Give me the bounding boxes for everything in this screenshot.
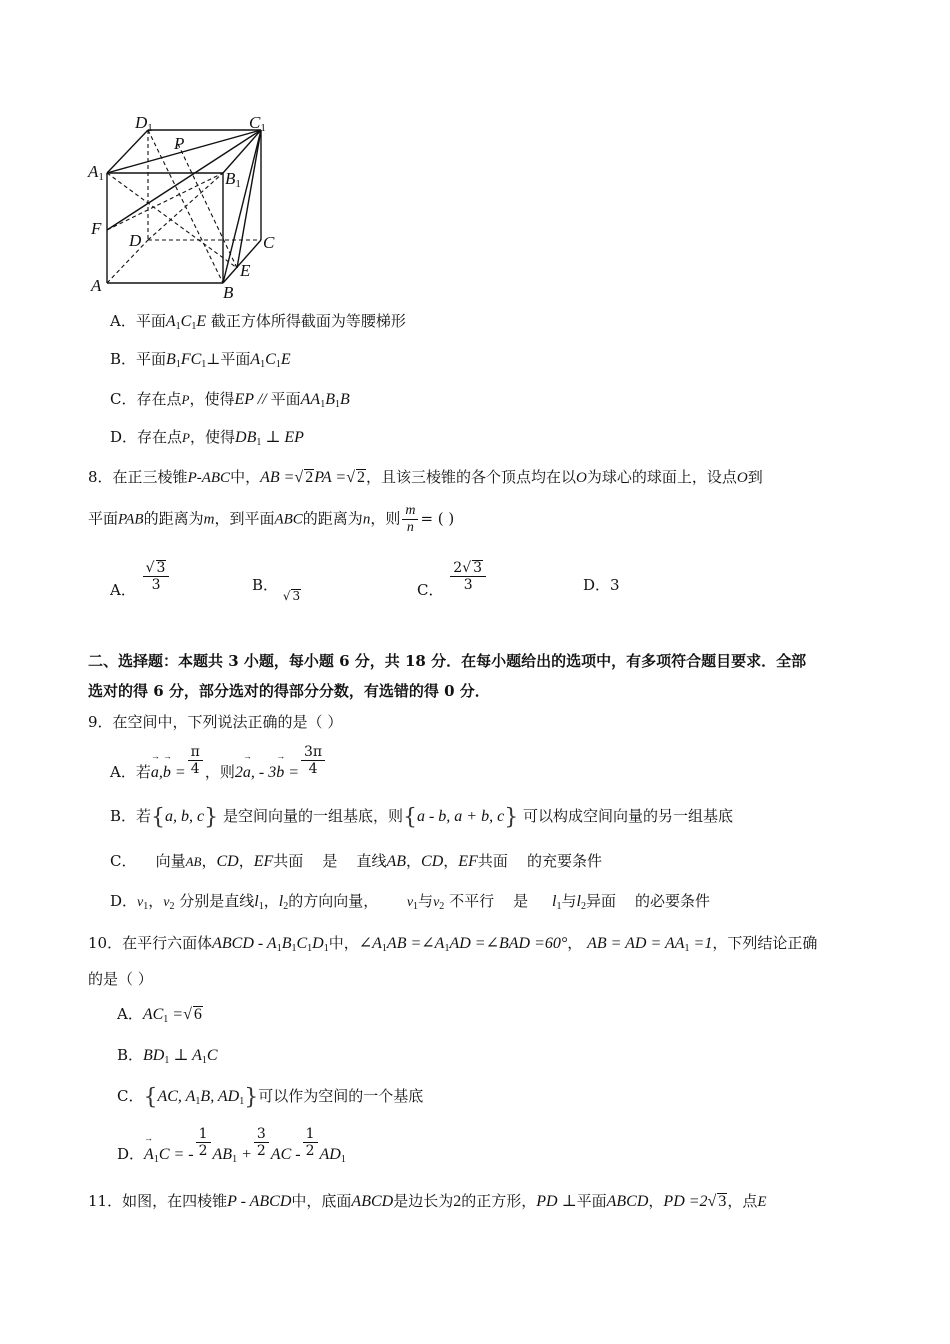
q8-line1: 8．在正三棱锥P-ABC中，AB =√ 2PA =√ 2，且该三棱锥的各个顶点均在以O为球心的球面上，设点O到	[88, 468, 763, 486]
label-p: P	[174, 134, 185, 153]
q8-line2: 平面PAB的距离为m，到平面ABC的距离为n，则 $\frac{m}{n}$ = ( )	[88, 503, 455, 536]
label-a: A	[91, 276, 102, 295]
cube-figure	[85, 108, 285, 303]
label-f: F	[91, 219, 102, 238]
q7-option-d: D．存在点P，使得$DB_1$ ⊥ EP	[110, 428, 304, 448]
q7-option-b: B．平面$B_1FC_1\perp$平面$A_1C_1E$	[110, 350, 291, 370]
q10-option-a: A．$AC_1$ =√ 6	[117, 1005, 202, 1025]
q8-options	[110, 560, 710, 608]
label-c: C	[263, 233, 275, 252]
q7-option-c: C．存在点P，使得EP // 平面$AA_1B_1B$	[110, 390, 350, 410]
q11-stem: 11．如图，在四棱锥P - ABCD中，底面ABCD是边长为2的正方形，PD ⊥平面ABCD，PD =2√ 3，点E	[88, 1192, 767, 1210]
label-a1: A1	[88, 162, 104, 183]
q7-option-a: A．平面$A_1C_1E$ 截正方体所得截面为等腰梯形	[110, 312, 406, 332]
q8-option-c: C． $\frac{2√ 3}{3}$	[417, 560, 488, 593]
section-2-heading-cont: 选对的得 6 分，部分选对的得部分分数，有选错的得 0 分．	[88, 682, 490, 700]
label-d: D	[129, 231, 142, 250]
label-b1: B1	[225, 169, 241, 190]
q8-option-a: A． $\frac{√ 3}{3}$	[110, 560, 171, 593]
q9-option-c: C． 向量AB，CD，EF共面 是 直线AB，CD，EF共面 的充要条件	[110, 852, 602, 870]
q10-option-d: D．→ $A_1C$ = - $\frac{1}{2}$ $AB_1$ + $\frac{3}{2}$ AC - $\frac{1}{2}$ $AD_1$	[117, 1126, 346, 1159]
q9-option-a: A．若→ a,→ b = $\frac{\pi}{4}$ ，则2→ a, - 3→ b = $\frac{3\pi}{4}$	[110, 744, 327, 777]
q8-option-b: B． $_{√ 3}$	[252, 576, 301, 603]
label-c1: C1	[249, 113, 266, 134]
label-e: E	[240, 261, 251, 280]
q9-stem: 9．在空间中，下列说法正确的是（ ）	[88, 713, 343, 731]
label-b: B	[223, 283, 234, 302]
q10-option-c: C．{AC, $A_1B$, $AD_1$}可以作为空间的一个基底	[117, 1085, 424, 1110]
q8-option-d: D．3	[583, 576, 620, 594]
q10-stem: 10．在平行六面体ABCD - $A_1B_1C_1D_1$中，$\angle A_1AB$ $=\angle A_1AD$ =∠BAD =60°， AB = AD = $AA_1 =1$，下列结论正确	[88, 934, 818, 954]
label-d1: D1	[135, 113, 153, 134]
q9-option-b: B．若{a, b, c} 是空间向量的一组基底，则{a - b, a + b, c} 可以构成空间向量的另一组基底	[110, 805, 733, 830]
q9-option-d: D．$v_1$，$v_2$ 分别是直线$l_1$，$l_2$的方向向量， $v_1$与$v_2$ 不平行 是 $l_1$与$l_2$异面 的必要条件	[110, 892, 711, 912]
q10-stem-cont: 的是（ ）	[88, 970, 153, 988]
q10-option-b: B．$BD_1$ ⊥ $A_1C$	[117, 1046, 218, 1066]
section-2-heading: 二、选择题：本题共 3 小题，每小题 6 分，共 18 分．在每小题给出的选项中，有多项符合题目要求．全部	[88, 652, 807, 670]
